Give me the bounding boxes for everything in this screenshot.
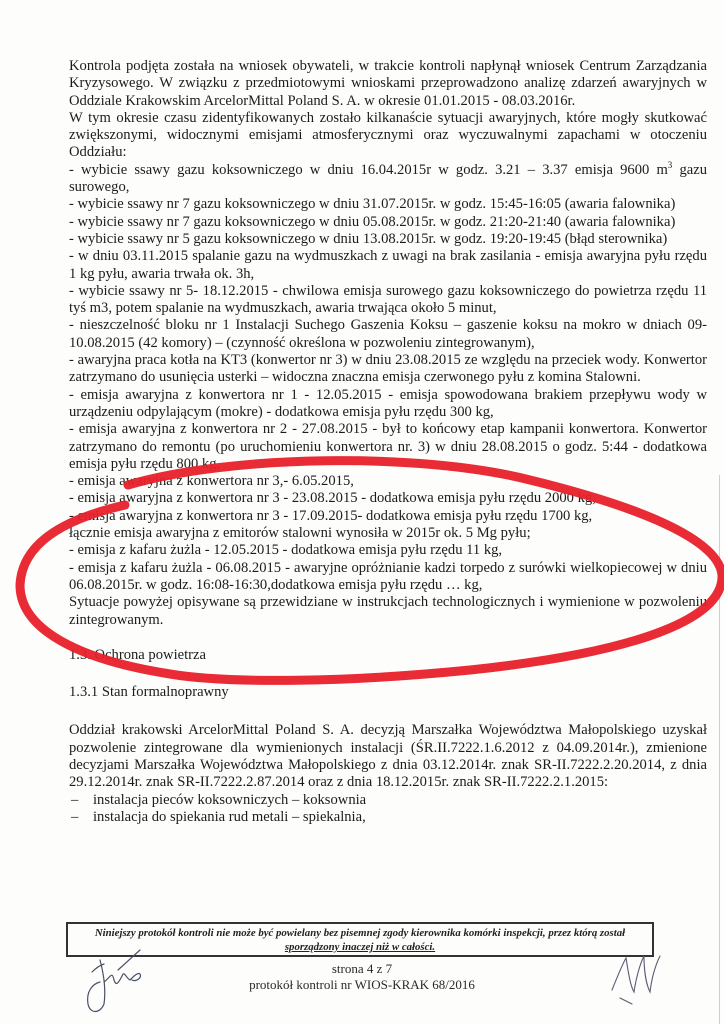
subsection-heading: 1.3.1 Stan formalnoprawny	[69, 684, 229, 701]
incident-item: - wybicie ssawy nr 7 gazu koksowniczego w dniu 31.07.2015r. w godz. 15:45-16:05 (awaria falownika)	[69, 196, 676, 213]
installation-list	[69, 792, 707, 827]
page-number: strona 4 z 7	[331, 961, 393, 976]
intro-paragraph-1: Kontrola podjęta została na wniosek obywateli, w trakcie kontroli napłynął wniosek Centrum Zarządzania Kryzysowego. W związku z przedmiotowymi wnioskami przeprowadzono analizę zdarzeń awaryjnych w Oddziale Krakowskim ArcelorMittal Poland S. A. w okresie 01.01.2015 - 08.03.2016r.	[69, 58, 707, 109]
closing-paragraph: Sytuacje powyżej opisywane są przewidziane w instrukcjach technologicznych i wymienione w pozwoleniu zintegrowanym.	[69, 594, 707, 628]
incident-item: - wybicie ssawy nr 5 gazu koksowniczego w dniu 13.08.2015r. w godz. 19:20-19:45 (błąd sterownika)	[69, 230, 668, 247]
notice-line-1: Niniejszy protokół kontroli nie może być powielany bez pisemnej zgody kierownika komórki inspekcji, przez którą został	[94, 927, 626, 939]
installation-item: – instalacja pieców koksowniczych – koksownia	[71, 791, 367, 808]
intro-paragraph-2: W tym okresie czasu zidentyfikowanych zostało kilkanaście sytuacji awaryjnych, które mogły skutkować zwiększonymi, widocznymi emisjami atmosferycznymi oraz wyczuwalnymi zapachami w otoczeniu Oddziału:	[69, 109, 707, 161]
incident-item: - nieszczelność bloku nr 1 Instalacji Suchego Gaszenia Koksu – gaszenie koksu na mokro w dniach 09-10.08.2015 (42 komory) – (czynność określona w pozwoleniu zintegrowanym),	[69, 317, 707, 351]
dash-bullet-icon: –	[71, 791, 79, 808]
incident-item: - emisja awaryjna z konwertora nr 3 - 23.08.2015 - dodatkowa emisja pyłu rzędu 2000 kg,	[69, 490, 596, 507]
incident-item: - emisja awaryjna z konwertora nr 2 - 27.08.2015 - był to końcowy etap kampanii konwertora. Konwertor zatrzymano do remontu (po uruchomieniu konwertora nr. 3) w dniu 28.08.2015 o godz. 5:44 - dodatkowa emisja pyłu rzędu 800 kg,	[69, 421, 707, 472]
incident-item: - emisja awaryjna z konwertora nr 3,- 6.05.2015,	[69, 473, 354, 490]
incident-item: - emisja z kafaru żużla - 06.08.2015 - awaryjne opróżnianie kadzi torpedo z surówki wielkopiecowej w dniu 06.08.2015r. w godz. 16:08-16:30,dodatkowa emisja pyłu rzędu … kg,	[69, 559, 707, 593]
section-heading: 1.3. Ochrona powietrza	[69, 646, 206, 663]
dash-bullet-icon: –	[71, 808, 79, 825]
installation-item: – instalacja do spiekania rud metali – spiekalnia,	[71, 808, 366, 825]
incident-item: - wybicie ssawy gazu koksowniczego w dniu 16.04.2015r w godz. 3.21 – 3.37 emisja 9600 $m^3$ gazu surowego,	[69, 159, 707, 196]
incident-item: - wybicie ssawy nr 7 gazu koksowniczego w dniu 05.08.2015r. w godz. 21:20-21:40 (awaria falownika)	[69, 213, 676, 230]
scan-edge-line	[719, 475, 720, 1024]
incident-item: - emisja z kafaru żużla - 12.05.2015 - dodatkowa emisja pyłu rzędu 11 kg,	[69, 542, 503, 559]
protocol-reference: protokół kontroli nr WIOS-KRAK 68/2016	[249, 977, 475, 992]
incident-list	[69, 159, 707, 594]
incident-item: - emisja awaryjna z konwertora nr 3 - 17.09.2015- dodatkowa emisja pyłu rzędu 1700 kg,	[69, 507, 593, 524]
copyright-notice-box	[66, 922, 654, 957]
incident-item: - w dniu 03.11.2015 spalanie gazu na wydmuszkach z uwagi na brak zasilania - emisja awaryjna pyłu rzędu 1 kg pyłu, awaria trwała ok. 3h,	[69, 248, 707, 282]
incident-item: - emisja awaryjna z konwertora nr 1 - 12.05.2015 - emisja spowodowana brakiem przepływu wody w urządzeniu odpylającym (mokre) - dodatkowa emisja pyłu rzędu 300 kg,	[69, 386, 707, 420]
permit-paragraph: Oddział krakowski ArcelorMittal Poland S. A. decyzją Marszałka Województwa Małopolskiego uzyskał pozwolenie zintegrowane dla wymienionych instalacji (ŚR.II.7222.1.6.2012 z 04.09.2014r.), zmienione decyzjami Marszałka Województwa Małopolskiego z dnia 03.12.2014r. znak SR-II.7222.2.20.2014, z dnia 29.12.2014r. znak SR-II.7222.2.87.2014 oraz z dnia 18.12.2015r. znak SR-II.7222.2.1.2015:	[69, 722, 707, 791]
incident-item: - awaryjna praca kotła na KT3 (konwertor nr 3) w dniu 23.08.2015 ze względu na przeciek wody. Konwertor zatrzymano do usunięcia usterki – widoczna znaczna emisja czerwonego pyłu z komina Stalowni.	[69, 352, 707, 386]
incident-total: łącznie emisja awaryjna z emitorów stalowni wynosiła w 2015r ok. 5 Mg pyłu;	[69, 525, 531, 542]
document-body	[69, 58, 707, 826]
notice-line-2: sporządzony inaczej niż w całości.	[284, 941, 436, 953]
incident-item: - wybicie ssawy nr 5- 18.12.2015 - chwilowa emisja surowego gazu koksowniczego do powietrza rzędu 11 tyś m3, potem spalanie na wydmuszkach, awaria trwająca około 5 minut,	[69, 282, 707, 317]
